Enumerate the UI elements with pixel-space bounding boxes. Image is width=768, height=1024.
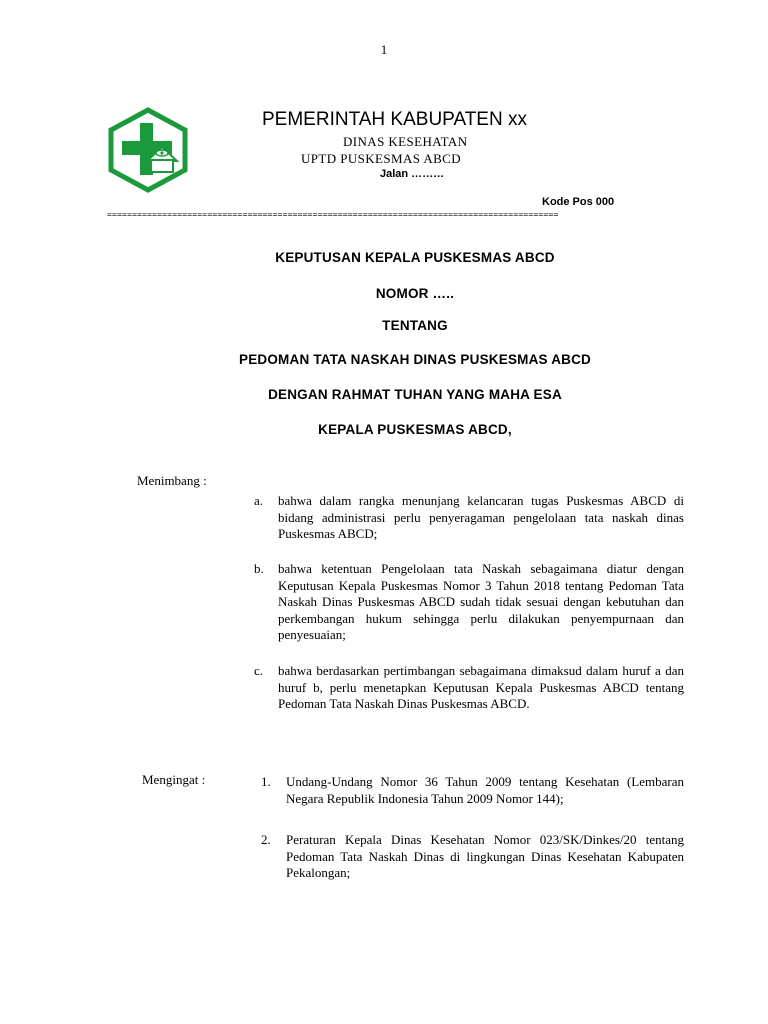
mengingat-item-2: Peraturan Kepala Dinas Kesehatan Nomor 023/SK/Dinkes/20 tentang Pedoman Tata Naskah Dinas di lingkungan Dinas Kesehatan Kabupaten Pekalongan; [286, 832, 684, 881]
menimbang-marker-b: b. [254, 561, 264, 576]
government-heading: PEMERINTAH KABUPATEN xx [262, 109, 527, 130]
decree-title: KEPUTUSAN KEPALA PUSKESMAS ABCD [275, 250, 555, 265]
mengingat-marker-2: 2. [261, 832, 271, 847]
menimbang-item-b: bahwa ketentuan Pengelolaan tata Naskah sebagaimana diatur dengan Keputusan Kepala Puskesmas Nomor 3 Tahun 2018 tentang Pedoman Tata Naskah Dinas Puskesmas ABCD sudah tidak sesuai dengan kebutuhan dan perkembangan hukum sehingga perlu dilakukan penyempurnaan dan penyesuaian; [278, 561, 684, 643]
postal-code: Kode Pos 000 [542, 196, 615, 208]
menimbang-item-c: bahwa berdasarkan pertimbangan sebagaimana dimaksud dalam huruf a dan huruf b, perlu menetapkan Keputusan Kepala Puskesmas ABCD tentang Pedoman Tata Naskah Dinas Puskesmas ABCD. [278, 663, 684, 712]
decree-blessing: DENGAN RAHMAT TUHAN YANG MAHA ESA [268, 387, 562, 402]
mengingat-marker-1: 1. [261, 774, 271, 789]
agency-name: DINAS KESEHATAN [343, 134, 468, 149]
page-number: 1 [380, 42, 388, 57]
decree-about: TENTANG [382, 318, 448, 333]
puskesmas-logo [107, 107, 189, 193]
menimbang-label: Menimbang : [137, 473, 207, 488]
menimbang-marker-c: c. [254, 663, 264, 678]
street-address: Jalan ……… [380, 168, 445, 180]
header-separator: ========================================================================================== [107, 210, 559, 219]
unit-name: UPTD PUSKESMAS ABCD [301, 151, 462, 166]
decree-subject: PEDOMAN TATA NASKAH DINAS PUSKESMAS ABCD [238, 352, 591, 367]
decree-issuer: KEPALA PUSKESMAS ABCD, [318, 422, 512, 437]
decree-number: NOMOR ….. [375, 286, 455, 301]
menimbang-item-a: bahwa dalam rangka menunjang kelancaran tugas Puskesmas ABCD di bidang administrasi perlu penyeragaman pengelolaan tata naskah dinas Puskesmas ABCD; [278, 493, 684, 542]
menimbang-marker-a: a. [254, 493, 264, 508]
mengingat-label: Mengingat : [142, 772, 206, 787]
mengingat-item-1: Undang-Undang Nomor 36 Tahun 2009 tentang Kesehatan (Lembaran Negara Republik Indonesia Tahun 2009 Nomor 144); [286, 774, 684, 806]
